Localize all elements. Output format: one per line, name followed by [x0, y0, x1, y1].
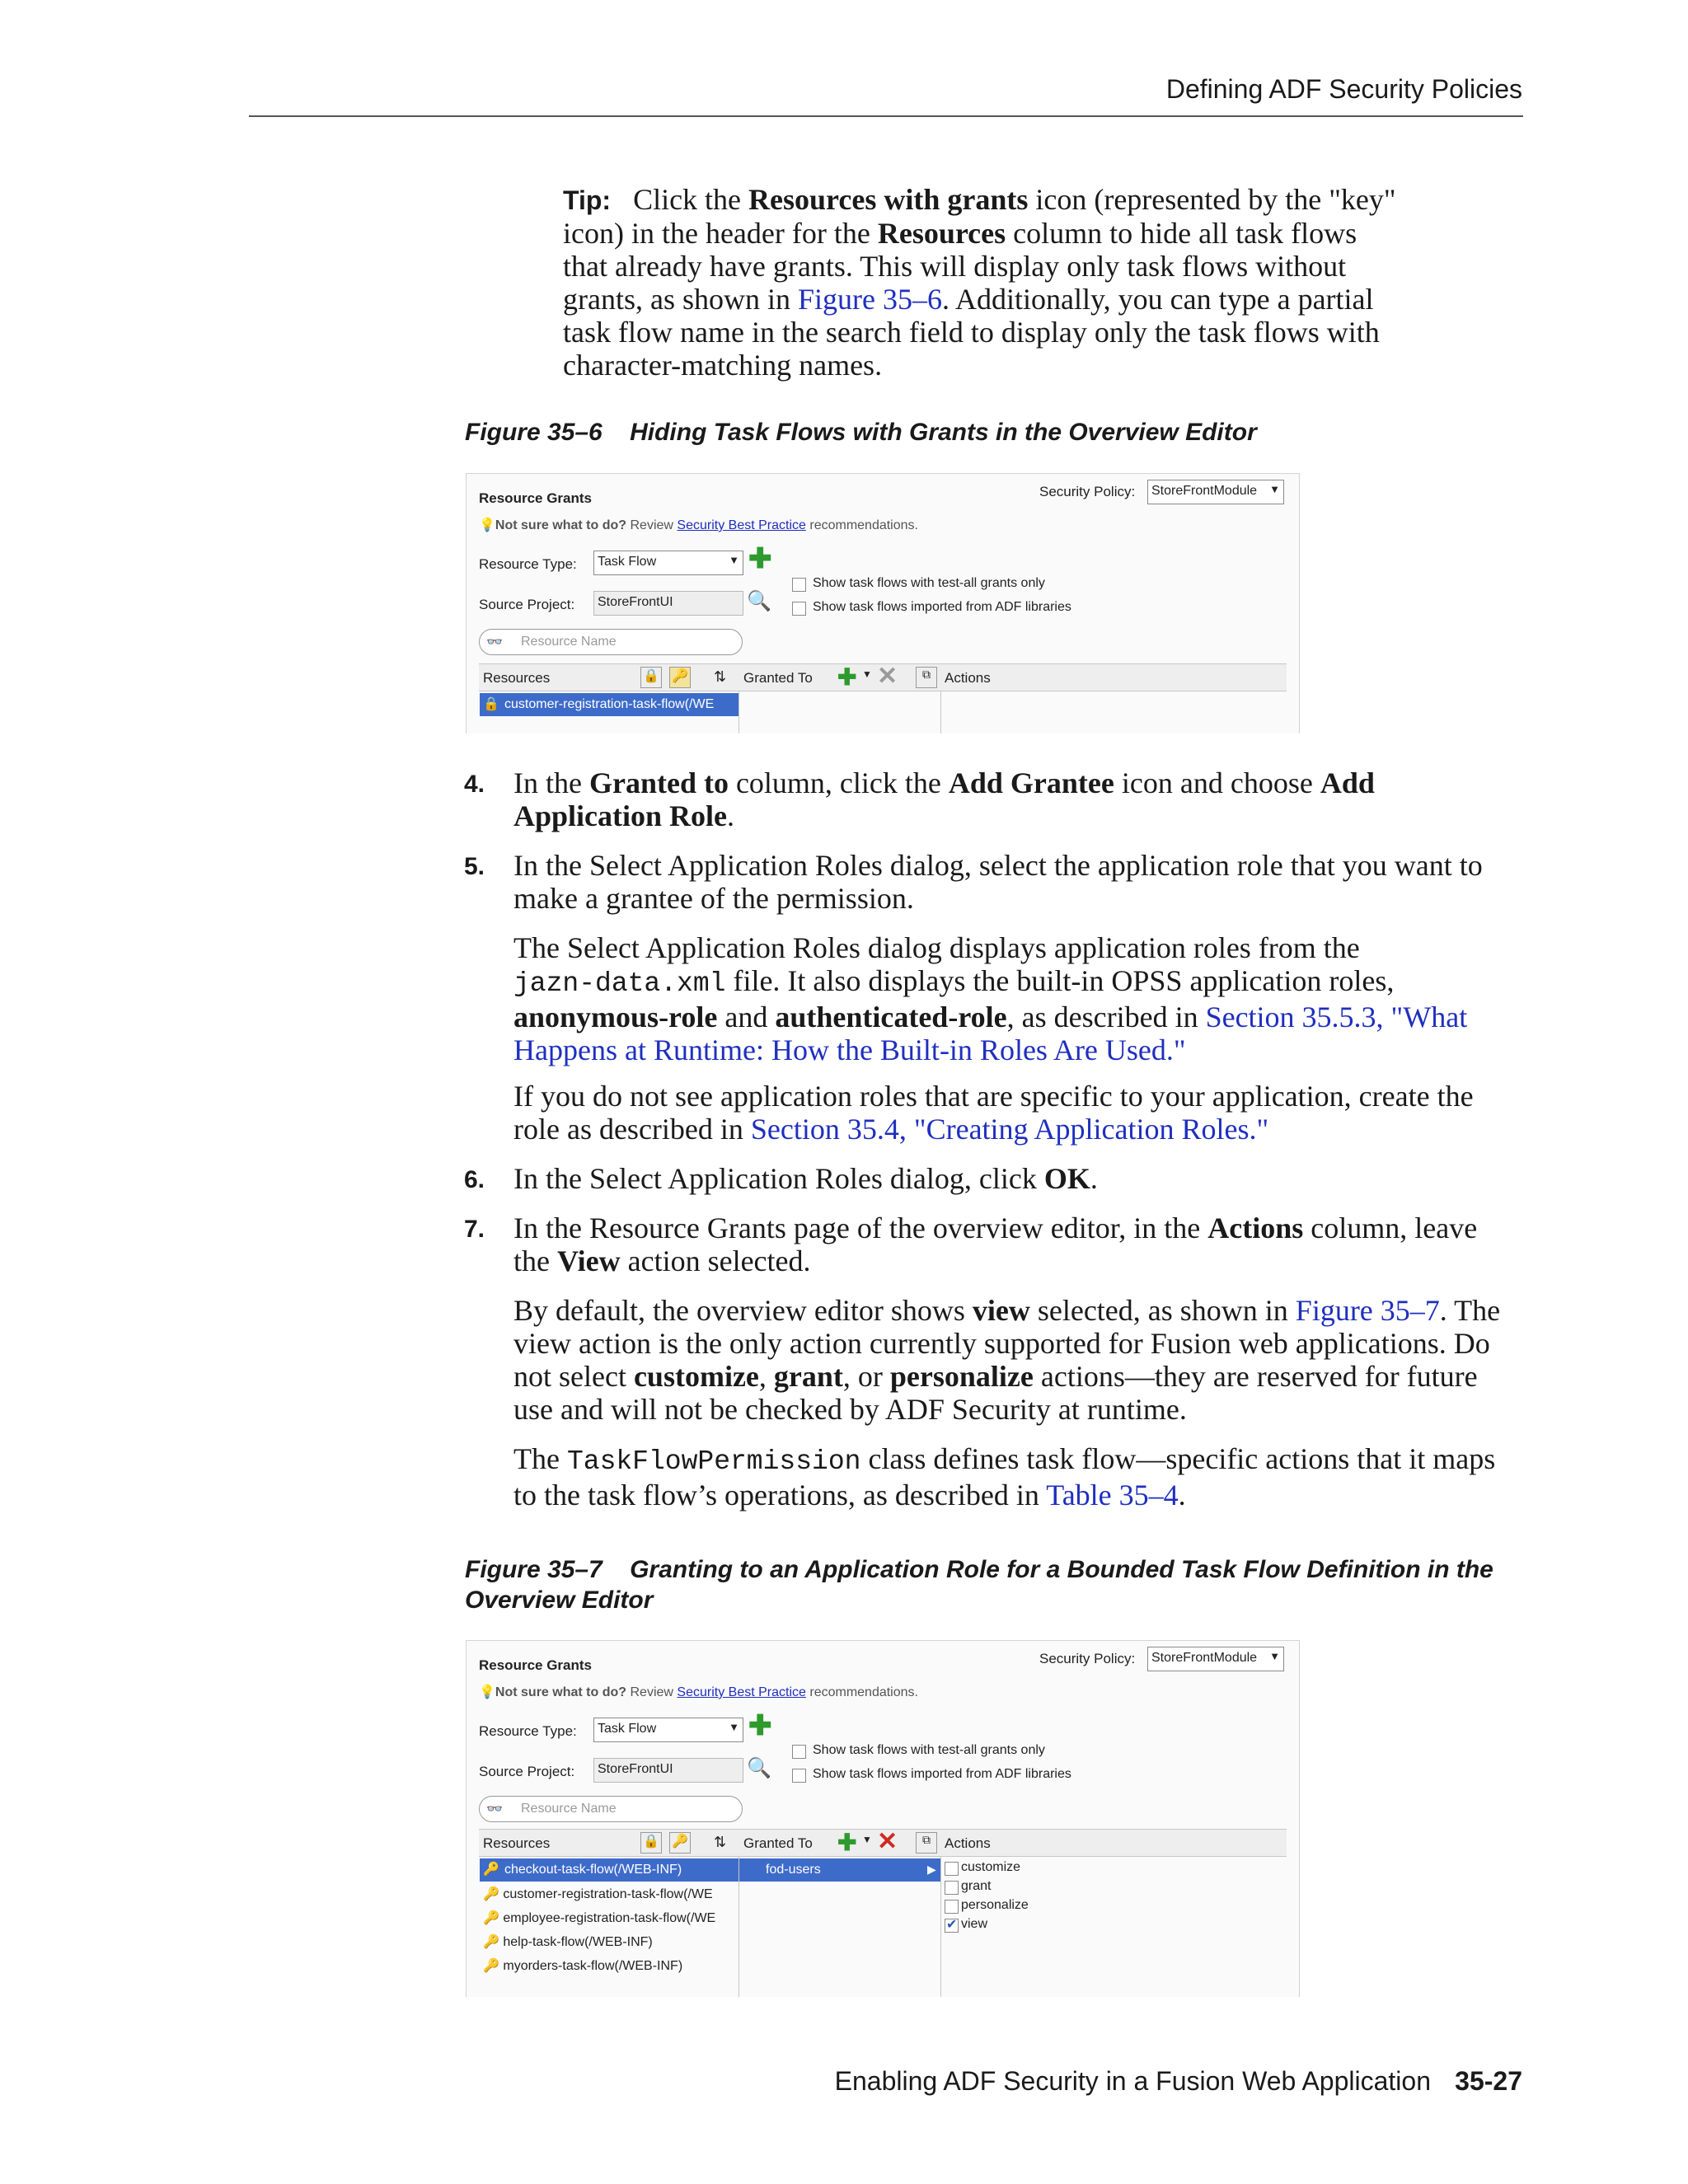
- table-row[interactable]: 🔑 help-task-flow(/WEB-INF): [483, 1935, 653, 1949]
- key-icon: 🔑: [483, 1959, 499, 1973]
- step-number: 4.: [464, 771, 485, 798]
- table-row[interactable]: 🔑 myorders-task-flow(/WEB-INF): [483, 1959, 683, 1973]
- security-policy-label: Security Policy:: [1039, 1651, 1136, 1666]
- step-number: 6.: [464, 1166, 485, 1193]
- resource-type-label: Resource Type:: [479, 1723, 577, 1739]
- hint-row: 💡Not sure what to do? Review Security Best Practice recommendations.: [479, 518, 918, 532]
- col-resources-header: Resources: [483, 670, 551, 686]
- action-checkbox-view[interactable]: [945, 1919, 959, 1933]
- test-all-grants-label: Show task flows with test-all grants only: [813, 576, 1045, 590]
- test-all-grants-checkbox[interactable]: [792, 1745, 806, 1759]
- imported-adf-label: Show task flows imported from ADF libraries: [813, 1767, 1071, 1781]
- section-35-5-3-link[interactable]: Section 35.5.3, "What: [1205, 1001, 1468, 1033]
- edit-actions-icon[interactable]: ⧉: [916, 667, 937, 688]
- figure-6-screenshot: [466, 473, 1300, 733]
- chevron-down-icon: ▼: [729, 554, 739, 566]
- paragraph-app-roles: The Select Application Roles dialog displays application roles from the jazn-data.xml file. It also displays the built-in OPSS application roles, anonymous-role and authenticated-role, as described in Section 35.5.3, "What Happens at Runtime: How the Built-in Roles Are Used.": [513, 931, 1552, 1066]
- security-policy-select[interactable]: StoreFrontModule ▼: [1147, 480, 1284, 504]
- resource-type-label: Resource Type:: [479, 556, 577, 572]
- security-best-practice-link[interactable]: Security Best Practice: [677, 518, 806, 532]
- action-label: customize: [961, 1860, 1021, 1874]
- search-placeholder: Resource Name: [521, 635, 617, 649]
- chevron-right-icon: ▶: [927, 1863, 936, 1876]
- test-all-grants-checkbox[interactable]: [792, 578, 806, 592]
- step-4: 4. In the Granted to column, click the Add Grantee icon and choose Add Application Role.: [464, 766, 1375, 832]
- search-icon[interactable]: 🔍: [747, 590, 771, 612]
- imported-adf-checkbox[interactable]: [792, 1769, 806, 1783]
- action-checkbox-grant[interactable]: [945, 1881, 959, 1895]
- chevron-down-icon[interactable]: ▼: [862, 668, 872, 680]
- action-checkbox-customize[interactable]: [945, 1862, 959, 1876]
- add-grantee-icon[interactable]: ✚: [837, 1830, 857, 1855]
- key-icon: 🔑: [483, 1887, 499, 1901]
- grantee-label: fod-users: [766, 1863, 821, 1877]
- resource-row-label: customer-registration-task-flow(/WE: [504, 697, 715, 711]
- tip-block: [563, 183, 1536, 382]
- action-label: view: [961, 1917, 988, 1931]
- figure-35-6-link[interactable]: Figure 35–6: [797, 283, 942, 316]
- add-resource-type-icon[interactable]: ✚: [748, 1710, 772, 1741]
- delete-grantee-icon[interactable]: ✕: [877, 663, 898, 690]
- footer-chapter-title: Enabling ADF Security in a Fusion Web Application: [834, 2066, 1431, 2096]
- binoculars-icon: 👓: [486, 1802, 503, 1816]
- search-icon[interactable]: 🔍: [747, 1757, 771, 1779]
- table-row[interactable]: 🔑 employee-registration-task-flow(/WE: [483, 1911, 716, 1925]
- lock-icon[interactable]: 🔒: [640, 667, 662, 688]
- imported-adf-checkbox[interactable]: [792, 602, 806, 616]
- security-best-practice-link[interactable]: Security Best Practice: [677, 1685, 806, 1699]
- resource-name-search[interactable]: [479, 629, 743, 655]
- action-label: personalize: [961, 1898, 1029, 1912]
- figure-7-screenshot: [466, 1640, 1300, 1997]
- source-project-field[interactable]: StoreFrontUI: [593, 591, 743, 616]
- resources-with-grants-key-icon[interactable]: 🔑: [669, 667, 691, 688]
- tip-line-1: Tip: Click the Resources with grants icon (represented by the "key": [563, 183, 1396, 216]
- checkmark-icon: ✔: [946, 1918, 958, 1932]
- paragraph-create-roles: If you do not see application roles that are specific to your application, create the role as described in Section 35.4, "Creating Application Roles.": [513, 1080, 1474, 1146]
- sort-icon[interactable]: ⇅: [714, 1834, 727, 1850]
- col-granted-header: Granted To: [743, 670, 813, 686]
- figure-35-7-link[interactable]: Figure 35–7: [1295, 1294, 1440, 1327]
- column-divider: [738, 691, 739, 733]
- source-project-label: Source Project:: [479, 1764, 575, 1779]
- figure-7-caption: Figure 35–7 Granting to an Application Role for a Bounded Task Flow Definition in the Overview Editor: [465, 1556, 1493, 1614]
- table-35-4-link[interactable]: Table 35–4: [1046, 1479, 1179, 1511]
- figure-6-caption: Figure 35–6 Hiding Task Flows with Grants in the Overview Editor: [465, 419, 1257, 446]
- delete-grantee-icon[interactable]: ✕: [877, 1828, 898, 1855]
- tip-line-4: grants, as shown in Figure 35–6. Additionally, you can type a partial: [563, 283, 1374, 316]
- add-grantee-icon[interactable]: ✚: [837, 664, 857, 690]
- search-placeholder: Resource Name: [521, 1802, 617, 1816]
- chevron-down-icon: ▼: [1269, 1650, 1280, 1662]
- chevron-down-icon: ▼: [729, 1721, 739, 1733]
- step-6: 6. In the Select Application Roles dialog, click OK.: [464, 1162, 1098, 1195]
- source-project-label: Source Project:: [479, 597, 575, 612]
- key-icon: 🔑: [483, 1863, 499, 1877]
- step-7: 7. In the Resource Grants page of the overview editor, in the Actions column, leave the View action selected.: [464, 1212, 1478, 1277]
- col-granted-header: Granted To: [743, 1835, 813, 1851]
- resource-grants-title: Resource Grants: [479, 490, 592, 506]
- hint-row: 💡Not sure what to do? Review Security Best Practice recommendations.: [479, 1685, 918, 1699]
- tip-line-6: character-matching names.: [563, 349, 883, 382]
- key-icon: 🔑: [483, 1935, 499, 1949]
- binoculars-icon: 👓: [486, 635, 503, 649]
- tip-line-3: that already have grants. This will display only task flows without: [563, 250, 1347, 283]
- resource-name-search[interactable]: [479, 1796, 743, 1822]
- imported-adf-label: Show task flows imported from ADF libraries: [813, 600, 1071, 614]
- resources-with-grants-key-icon[interactable]: 🔑: [669, 1832, 691, 1854]
- col-actions-header: Actions: [945, 670, 991, 686]
- column-divider: [940, 691, 941, 733]
- lightbulb-icon: 💡: [479, 1685, 495, 1699]
- security-policy-select[interactable]: StoreFrontModule ▼: [1147, 1647, 1284, 1671]
- resource-row-label: checkout-task-flow(/WEB-INF): [504, 1863, 682, 1877]
- resource-type-select[interactable]: Task Flow ▼: [593, 551, 743, 575]
- test-all-grants-label: Show task flows with test-all grants only: [813, 1743, 1045, 1757]
- source-project-field[interactable]: StoreFrontUI: [593, 1758, 743, 1783]
- table-row[interactable]: 🔑 customer-registration-task-flow(/WE: [483, 1887, 713, 1901]
- edit-actions-icon[interactable]: ⧉: [916, 1832, 937, 1854]
- tip-label: Tip:: [563, 185, 612, 215]
- chevron-down-icon[interactable]: ▼: [862, 1834, 872, 1845]
- chevron-down-icon: ▼: [1269, 483, 1280, 495]
- paragraph-view-default: By default, the overview editor shows view selected, as shown in Figure 35–7. The view action is the only action currently supported for Fusion web applications. Do not select customize, grant, or personalize actions—they are reserved for future use and will not be checked by ADF Security at runtime.: [513, 1294, 1501, 1426]
- action-checkbox-personalize[interactable]: [945, 1900, 959, 1914]
- running-header: Defining ADF Security Policies: [1165, 74, 1522, 104]
- page-number: 35-27: [1455, 2066, 1522, 2096]
- lightbulb-icon: 💡: [479, 518, 495, 532]
- paragraph-taskflowpermission: The TaskFlowPermission class defines task flow—specific actions that it maps to the task flow’s operations, as described in Table 35–4.: [513, 1442, 1496, 1511]
- tip-line-2: icon) in the header for the Resources column to hide all task flows: [563, 217, 1357, 250]
- col-resources-header: Resources: [483, 1835, 551, 1851]
- key-icon: 🔑: [483, 1911, 499, 1925]
- step-5: 5. In the Select Application Roles dialog, select the application role that you want to make a grantee of the permission.: [464, 849, 1483, 915]
- lock-icon: 🔒: [483, 697, 499, 711]
- resource-type-select[interactable]: Task Flow ▼: [593, 1718, 743, 1742]
- step-number: 7.: [464, 1216, 485, 1243]
- lock-icon[interactable]: 🔒: [640, 1832, 662, 1854]
- section-35-5-3-link-cont[interactable]: Happens at Runtime: How the Built-in Roles Are Used.": [513, 1033, 1186, 1066]
- resource-grants-title: Resource Grants: [479, 1657, 592, 1673]
- table-row[interactable]: [480, 1858, 738, 1882]
- col-actions-header: Actions: [945, 1835, 991, 1851]
- security-policy-label: Security Policy:: [1039, 484, 1136, 499]
- column-divider: [940, 1857, 941, 1997]
- sort-icon[interactable]: ⇅: [714, 668, 727, 685]
- step-number: 5.: [464, 853, 485, 880]
- section-35-4-link[interactable]: Section 35.4, "Creating Application Roles.": [750, 1113, 1269, 1146]
- table-row[interactable]: [480, 693, 738, 716]
- tip-line-5: task flow name in the search field to display only the task flows with: [563, 316, 1380, 349]
- action-label: grant: [961, 1879, 992, 1893]
- grantee-row[interactable]: [739, 1858, 940, 1882]
- add-resource-type-icon[interactable]: ✚: [748, 543, 772, 574]
- header-rule: [249, 115, 1523, 117]
